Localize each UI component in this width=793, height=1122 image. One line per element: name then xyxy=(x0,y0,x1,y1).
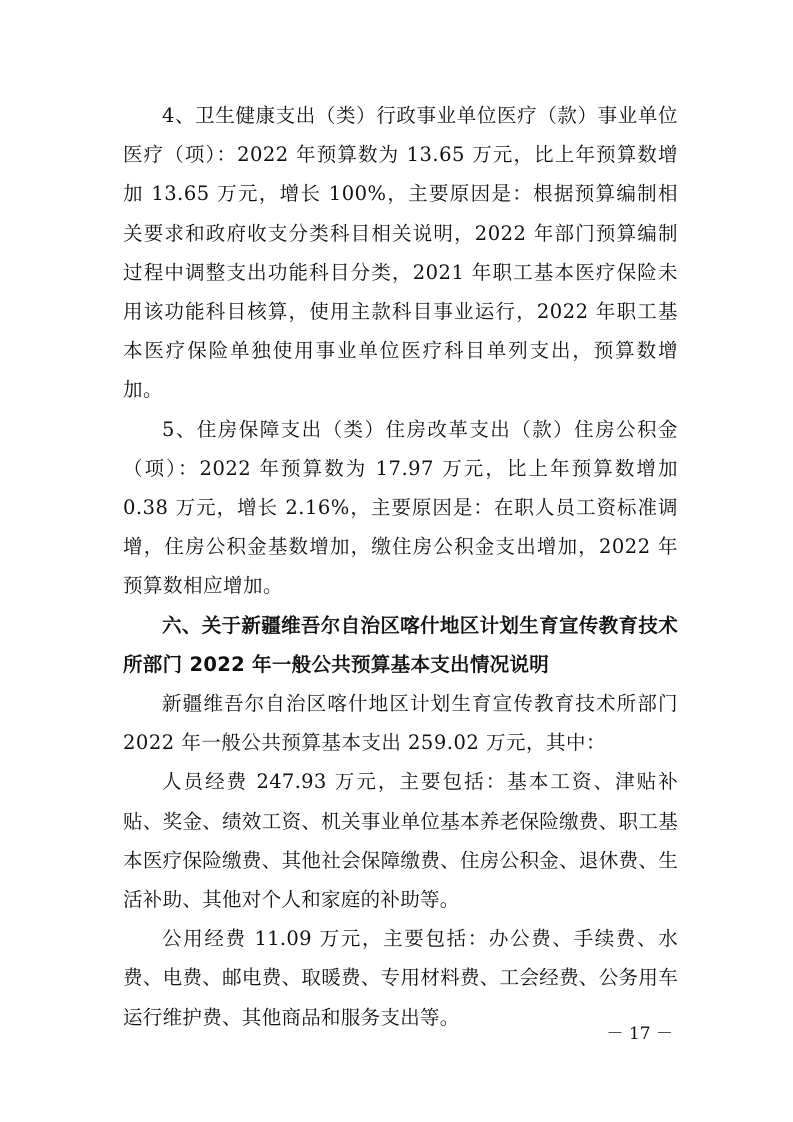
paragraph-housing-expenditure: 5、住房保障支出（类）住房改革支出（款）住房公积金（项）：2022 年预算数为 17.97 万元，比上年预算数增加 0.38 万元，增长 2.16%，主要原因是：在职人员工资标准调增，住房公积金基数增加，缴住房公积金支出增加，2022 年预算数相应增加。 xyxy=(123,417,678,598)
paragraph-personnel-funds: 人员经费 247.93 万元，主要包括：基本工资、津贴补贴、奖金、绩效工资、机关事业单位基本养老保险缴费、职工基本医疗保险缴费、其他社会保障缴费、住房公积金、退休费、生活补助、其他对个人和家庭的补助等。 xyxy=(123,770,678,912)
paragraph-public-funds: 公用经费 11.09 万元，主要包括：办公费、手续费、水费、电费、邮电费、取暖费、专用材料费、工会经费、公务用车运行维护费、其他商品和服务支出等。 xyxy=(123,927,678,1029)
document-body xyxy=(123,96,678,1037)
section-heading-basic-expenditure: 六、关于新疆维吾尔自治区喀什地区计划生育宣传教育技术所部门 2022 年一般公共预算基本支出情况说明 xyxy=(123,613,678,676)
paragraph-health-expenditure: 4、卫生健康支出（类）行政事业单位医疗（款）事业单位医疗（项）：2022 年预算数为 13.65 万元，比上年预算数增加 13.65 万元，增长 100%，主要原因是：根据预算编制相关要求和政府收支分类科目相关说明，2022 年部门预算编制过程中调整支出功能科目分类，2021 年职工基本医疗保险未用该功能科目核算，使用主款科目事业运行，2022 年职工基本医疗保险单独使用事业单位医疗科目单列支出，预算数增加。 xyxy=(123,104,678,402)
paragraph-basic-expenditure-intro: 新疆维吾尔自治区喀什地区计划生育宣传教育技术所部门 2022 年一般公共预算基本支出 259.02 万元，其中： xyxy=(123,692,678,755)
page-number: － 17 － xyxy=(606,1024,673,1044)
